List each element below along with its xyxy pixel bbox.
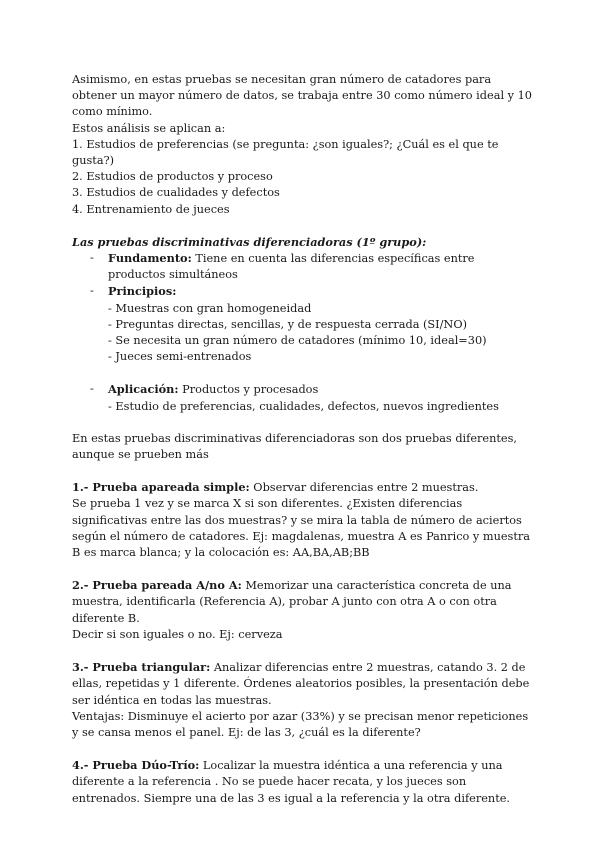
dash-bullet: - bbox=[90, 251, 94, 265]
list-item: 2. Estudios de productos y proceso bbox=[72, 170, 273, 184]
prueba-paragraph bbox=[72, 577, 532, 627]
prueba-text: Analizar diferencias entre 2 muestras, catando 3. 2 de ellas, repetidas y 1 diferente. Órdenes aleatorios posibles, la presentación debe ser idéntica en todas las muestras. bbox=[72, 661, 530, 707]
intro-applies-to: Estos análisis se aplican a: bbox=[72, 121, 226, 135]
prueba-text: Memorizar una característica concreta de una muestra, identificarla (Referencia A), probar A junto con otra A o con otra diferente B. bbox=[72, 579, 512, 625]
aplicacion-text: Productos y procesados bbox=[178, 383, 319, 397]
principios-subitem: - Se necesita un gran número de catadores (mínimo 10, ideal=30) bbox=[108, 334, 487, 348]
aplicacion-label: Aplicación: bbox=[108, 382, 179, 397]
prueba-label: 3.- Prueba triangular: bbox=[72, 660, 211, 675]
fundamento-text: Tiene en cuenta las diferencias específicas entre productos simultáneos bbox=[108, 252, 475, 282]
list-item: 1. Estudios de preferencias (se pregunta: ¿son iguales?; ¿Cuál es el que te gusta?) bbox=[72, 137, 499, 168]
dash-bullet: - bbox=[90, 284, 94, 298]
prueba-text: Observar diferencias entre 2 muestras. bbox=[249, 481, 479, 495]
section-heading: Las pruebas discriminativas diferenciadoras (1º grupo): bbox=[72, 234, 427, 249]
prueba-detail: Decir si son iguales o no. Ej: cerveza bbox=[72, 627, 283, 641]
prueba-paragraph bbox=[72, 757, 532, 807]
principios-subitem: - Jueces semi-entrenados bbox=[108, 350, 252, 364]
document-body bbox=[72, 72, 532, 807]
prueba-text: Localizar la muestra idéntica a una referencia y una diferente a la referencia . No se puede hacer recata, y los jueces son entrenados. Siempre una de las 3 es igual a la referencia y la otra diferente. bbox=[72, 759, 511, 805]
fundamento-label: Fundamento: bbox=[108, 251, 192, 266]
prueba-detail: Ventajas: Disminuye el acierto por azar (33%) y se precisan menor repeticiones y se cansa menos el panel. Ej: de las 3, ¿cuál es la diferente? bbox=[72, 709, 529, 739]
prueba-paragraph bbox=[72, 479, 532, 496]
summary-paragraph: En estas pruebas discriminativas diferenciadoras son dos pruebas diferentes, aunque se prueben más bbox=[72, 431, 518, 462]
prueba-paragraph bbox=[72, 659, 532, 709]
list-item: 3. Estudios de cualidades y defectos bbox=[72, 186, 280, 200]
principios-item bbox=[72, 283, 532, 300]
intro-paragraph: Asimismo, en estas pruebas se necesitan gran número de catadores para obtener un mayor número de datos, se trabaja entre 30 como número ideal y 10 como mínimo. bbox=[72, 73, 532, 119]
principios-label: Principios: bbox=[108, 284, 177, 299]
prueba-label: 1.- Prueba apareada simple: bbox=[72, 480, 250, 495]
aplicacion-item bbox=[72, 381, 532, 398]
fundamento-item bbox=[72, 250, 532, 283]
prueba-label: 2.- Prueba pareada A/no A: bbox=[72, 578, 242, 593]
principios-subitem: - Muestras con gran homogeneidad bbox=[108, 301, 312, 315]
prueba-label: 4.- Prueba Dúo-Trío: bbox=[72, 758, 200, 773]
principios-subitem: - Preguntas directas, sencillas, y de respuesta cerrada (SI/NO) bbox=[108, 317, 467, 331]
dash-bullet: - bbox=[90, 382, 94, 396]
prueba-detail: Se prueba 1 vez y se marca X si son diferentes. ¿Existen diferencias significativas entre las dos muestras? y se mira la tabla de número de aciertos según el número de catadores. Ej: magdalenas, muestra A es Panrico y muestra B es marca blanca; y la colocación es: AA,BA,AB;BB bbox=[72, 497, 531, 560]
aplicacion-subitem: - Estudio de preferencias, cualidades, defectos, nuevos ingredientes bbox=[108, 399, 499, 413]
list-item: 4. Entrenamiento de jueces bbox=[72, 202, 230, 216]
